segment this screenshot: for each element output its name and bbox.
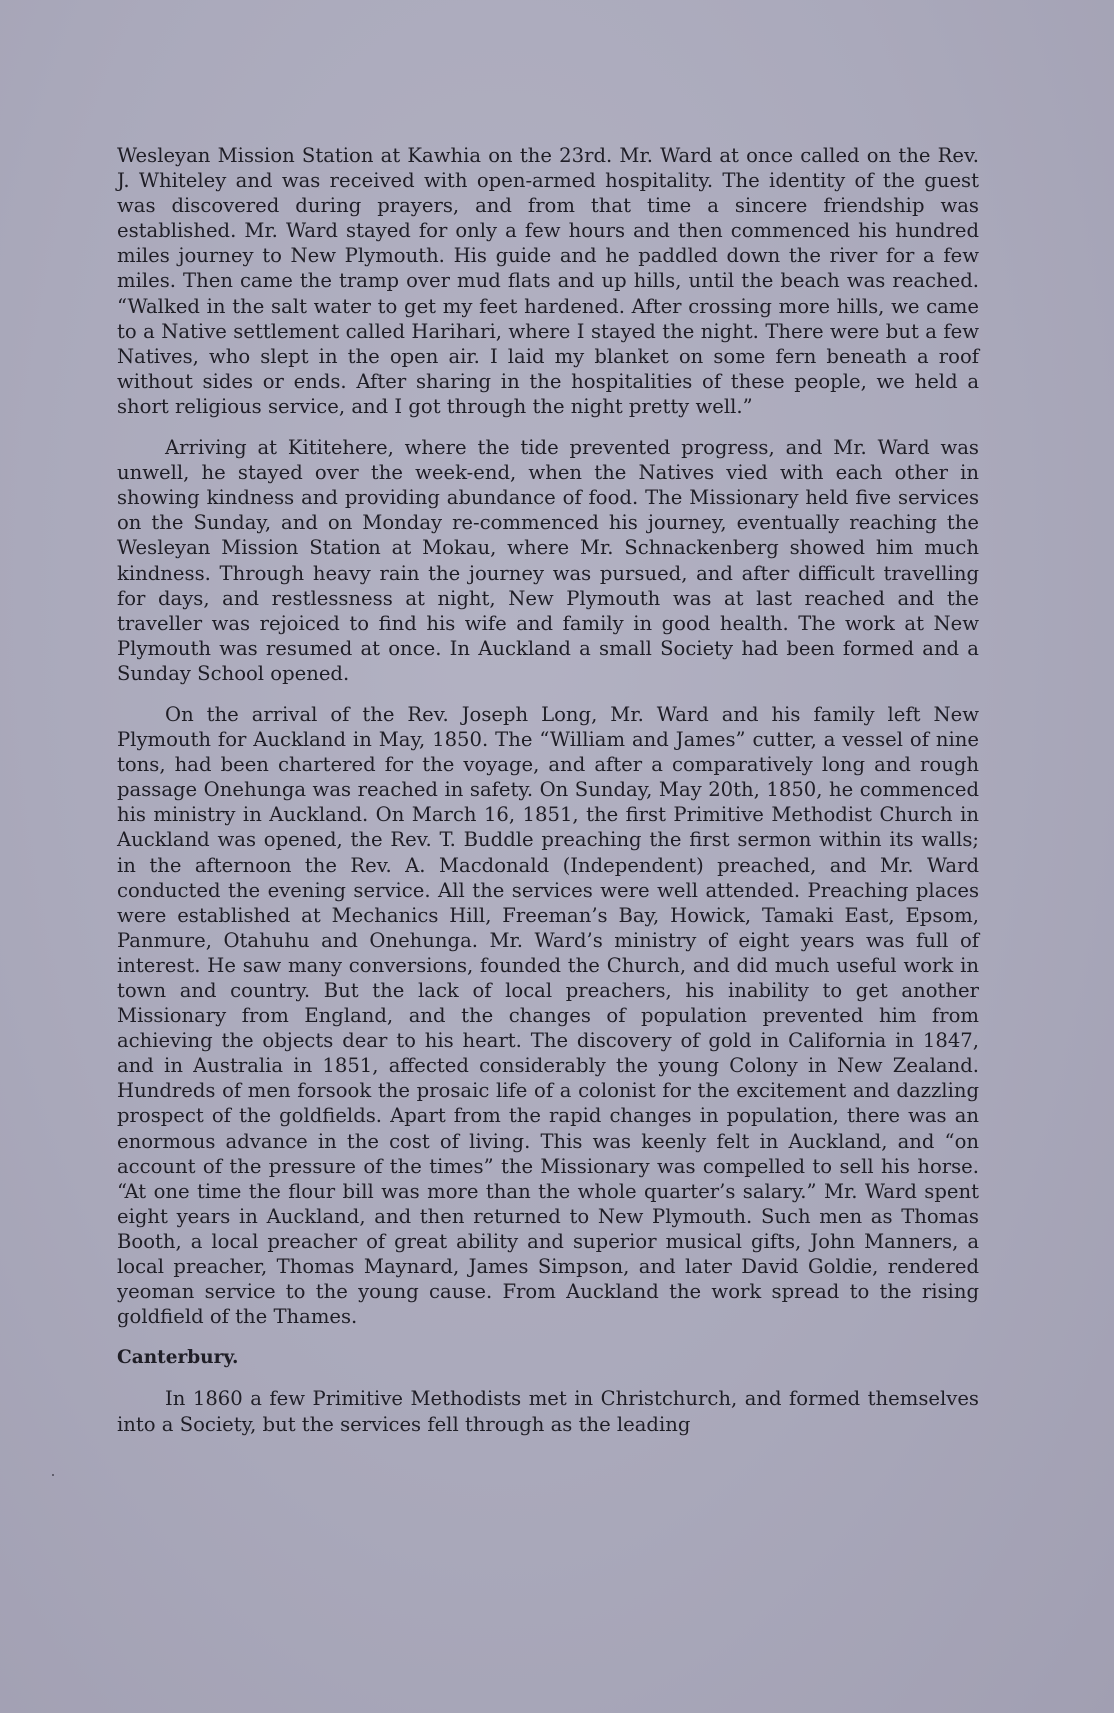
body-text bbox=[117, 143, 979, 1453]
paragraph-auckland: On the arrival of the Rev. Joseph Long, Mr. Ward and his family left New Plymouth for Auckland in May, 1850. The “William and James” cutter, a vessel of nine tons, had been chartered for the voyage, and after a comparatively long and rough passage Onehunga was reached in safety. On Sunday, May 20th, 1850, he commenced his ministry in Auckland. On March 16, 1851, the first Primitive Methodist Church in Auckland was opened, the Rev. T. Buddle preaching the first sermon within its walls; in the afternoon the Rev. A. Macdonald (Independent) preached, and Mr. Ward conducted the evening service. All the services were well attended. Preaching places were established at Mechanics Hill, Freeman’s Bay, Howick, Tamaki East, Epsom, Panmure, Otahuhu and Onehunga. Mr. Ward’s ministry of eight years was full of interest. He saw many conversions, founded the Church, and did much useful work in town and country. But the lack of local preachers, his inability to get another Missionary from England, and the changes of population prevented him from achieving the objects dear to his heart. The discovery of gold in California in 1847, and in Australia in 1851, affected considerably the young Colony in New Zealand. Hundreds of men forsook the prosaic life of a colonist for the excitement and dazzling prospect of the goldfields. Apart from the rapid changes in population, there was an enormous advance in the cost of living. This was keenly felt in Auckland, and “on account of the pressure of the times” the Missionary was compelled to sell his horse. “At one time the flour bill was more than the whole quarter’s salary.” Mr. Ward spent eight years in Auckland, and then returned to New Plymouth. Such men as Thomas Booth, a local preacher of great ability and superior musical gifts, John Manners, a local preacher, Thomas Maynard, James Simpson, and later David Goldie, rendered yeoman service to the young cause. From Auckland the work spread to the rising goldfield of the Thames. bbox=[117, 702, 979, 1329]
paragraph-christchurch: In 1860 a few Primitive Methodists met in Christchurch, and formed themselves into a Society, but the services fell through as the leading bbox=[117, 1387, 979, 1436]
paper-speck bbox=[52, 1474, 54, 1476]
section-heading-canterbury: Canterbury. bbox=[117, 1347, 239, 1369]
paragraph-kawhia: Wesleyan Mission Station at Kawhia on the 23rd. Mr. Ward at once called on the Rev. J. Whiteley and was received with open-armed hospitality. The identity of the guest was discovered during prayers, and from that time a sincere friendship was established. Mr. Ward stayed for only a few hours and then commenced his hundred miles journey to New Plymouth. His guide and he paddled down the river for a few miles. Then came the tramp over mud flats and up hills, until the beach was reached. “Walked in the salt water to get my feet hardened. After crossing more hills, we came to a Native settlement called Harihari, where I stayed the night. There were but a few Natives, who slept in the open air. I laid my blanket on some fern beneath a roof without sides or ends. After sharing in the hospitalities of these people, we held a short religious service, and I got through the night pretty well.” bbox=[117, 144, 979, 418]
paragraph-kititehere: Arriving at Kititehere, where the tide prevented progress, and Mr. Ward was unwell, he stayed over the week-end, when the Natives vied with each other in showing kindness and providing abundance of food. The Missionary held five services on the Sunday, and on Monday re-commenced his journey, eventually reaching the Wesleyan Mission Station at Mokau, where Mr. Schnackenberg showed him much kindness. Through heavy rain the journey was pursued, and after difficult travelling for days, and restlessness at night, New Plymouth was at last reached and the traveller was rejoiced to find his wife and family in good health. The work at New Plymouth was resumed at once. In Auckland a small Society had been formed and a Sunday School opened. bbox=[117, 436, 979, 685]
